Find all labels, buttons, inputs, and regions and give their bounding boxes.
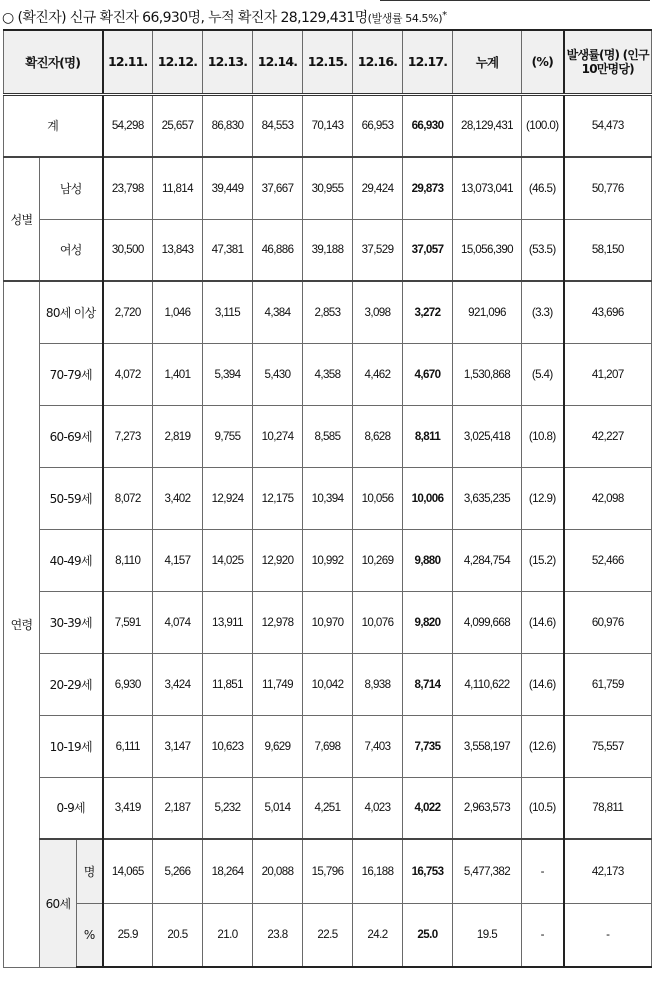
cell-value: 5,430 (253, 343, 303, 405)
cell-value: 24.2 (353, 903, 403, 967)
cell-value: 8,628 (353, 405, 403, 467)
cell-rate: - (564, 903, 652, 967)
header-date-1217: 12.17. (403, 30, 453, 94)
cell-percent: (12.9) (522, 467, 564, 529)
header-date-1216: 12.16. (353, 30, 403, 94)
cell-cumulative: 4,099,668 (453, 591, 522, 653)
group-label-sex: 성별 (4, 157, 40, 281)
cell-rate: 75,557 (564, 715, 652, 777)
cell-value: 8,938 (353, 653, 403, 715)
group-label-over60: 60세 (40, 839, 77, 967)
row-label: 70-79세 (40, 343, 103, 405)
cell-value: 20.5 (153, 903, 203, 967)
cell-value-latest: 8,811 (403, 405, 453, 467)
cell-value: 9,629 (253, 715, 303, 777)
cell-value: 46,886 (253, 219, 303, 281)
row-label: 80세 이상 (40, 281, 103, 343)
table-row-female (4, 219, 652, 281)
cell-value: 4,072 (103, 343, 153, 405)
cell-rate: 54,473 (564, 94, 652, 157)
cell-value: 9,755 (203, 405, 253, 467)
cell-value: 3,115 (203, 281, 253, 343)
cell-value: 4,074 (153, 591, 203, 653)
cell-value-latest: 16,753 (403, 839, 453, 903)
cell-value: 1,046 (153, 281, 203, 343)
cell-value: 10,623 (203, 715, 253, 777)
cell-value: 7,591 (103, 591, 153, 653)
cell-percent: (53.5) (522, 219, 564, 281)
row-label: 여성 (40, 219, 103, 281)
header-date-1215: 12.15. (303, 30, 353, 94)
cell-value: 10,992 (303, 529, 353, 591)
cell-percent: (46.5) (522, 157, 564, 219)
row-label: 50-59세 (40, 467, 103, 529)
cell-value: 12,175 (253, 467, 303, 529)
cell-percent: (100.0) (522, 94, 564, 157)
cell-value: 4,023 (353, 777, 403, 839)
cell-value: 23.8 (253, 903, 303, 967)
cell-value: 2,720 (103, 281, 153, 343)
cell-value: 7,403 (353, 715, 403, 777)
row-label: % (77, 903, 103, 967)
cell-cumulative: 1,530,868 (453, 343, 522, 405)
cell-value: 5,394 (203, 343, 253, 405)
cell-value: 10,274 (253, 405, 303, 467)
confirmed-cases-table (3, 29, 652, 968)
cell-rate: 58,150 (564, 219, 652, 281)
cell-cumulative: 3,558,197 (453, 715, 522, 777)
cell-cumulative: 4,284,754 (453, 529, 522, 591)
table-row-age-70s (4, 343, 652, 405)
cell-value: 2,819 (153, 405, 203, 467)
cell-value: 1,401 (153, 343, 203, 405)
cell-value-latest: 3,272 (403, 281, 453, 343)
cell-value: 39,449 (203, 157, 253, 219)
table-row-age-80plus (4, 281, 652, 343)
cell-cumulative: 5,477,382 (453, 839, 522, 903)
row-label: 0-9세 (40, 777, 103, 839)
cell-rate: 43,696 (564, 281, 652, 343)
table-row-over60-percent (4, 903, 652, 967)
cell-cumulative: 4,110,622 (453, 653, 522, 715)
header-incidence-rate: 발생률(명) (인구 10만명당) (564, 30, 652, 94)
cell-value-latest: 29,873 (403, 157, 453, 219)
cell-value: 13,911 (203, 591, 253, 653)
cell-value: 3,098 (353, 281, 403, 343)
cell-cumulative: 28,129,431 (453, 94, 522, 157)
cell-value: 8,072 (103, 467, 153, 529)
table-row-age-40s (4, 529, 652, 591)
cell-value: 13,843 (153, 219, 203, 281)
cell-value: 10,056 (353, 467, 403, 529)
header-category: 확진자(명) (4, 30, 103, 94)
cell-value: 4,157 (153, 529, 203, 591)
header-date-1212: 12.12. (153, 30, 203, 94)
cell-value: 14,065 (103, 839, 153, 903)
header-date-1213: 12.13. (203, 30, 253, 94)
cell-value: 3,424 (153, 653, 203, 715)
cell-value: 10,076 (353, 591, 403, 653)
cell-value: 4,358 (303, 343, 353, 405)
cell-rate: 61,759 (564, 653, 652, 715)
cell-value: 8,585 (303, 405, 353, 467)
cell-value: 20,088 (253, 839, 303, 903)
cell-value: 10,970 (303, 591, 353, 653)
cell-value: 6,111 (103, 715, 153, 777)
title-main: (확진자) 신규 확진자 66,930명, 누적 확진자 28,129,431명 (17, 10, 368, 26)
cell-value-latest: 8,714 (403, 653, 453, 715)
cell-value: 12,920 (253, 529, 303, 591)
table-row-age-10s (4, 715, 652, 777)
cell-value-latest: 4,670 (403, 343, 453, 405)
cell-cumulative: 2,963,573 (453, 777, 522, 839)
title-sub: (발생률 54.5%) (367, 12, 443, 25)
row-label: 남성 (40, 157, 103, 219)
cell-value: 8,110 (103, 529, 153, 591)
table-row-age-50s (4, 467, 652, 529)
cell-value: 18,264 (203, 839, 253, 903)
cell-value: 5,232 (203, 777, 253, 839)
cell-value: 86,830 (203, 94, 253, 157)
cell-value: 37,667 (253, 157, 303, 219)
cell-cumulative: 15,056,390 (453, 219, 522, 281)
cell-rate: 50,776 (564, 157, 652, 219)
cell-value: 29,424 (353, 157, 403, 219)
cell-value: 84,553 (253, 94, 303, 157)
cell-percent: (10.5) (522, 777, 564, 839)
cell-value: 10,042 (303, 653, 353, 715)
row-label: 계 (4, 94, 103, 157)
cell-value-latest: 4,022 (403, 777, 453, 839)
table-header-row (4, 30, 652, 94)
cell-rate: 41,207 (564, 343, 652, 405)
cell-value: 10,269 (353, 529, 403, 591)
header-date-1214: 12.14. (253, 30, 303, 94)
cell-value: 23,798 (103, 157, 153, 219)
row-label: 60-69세 (40, 405, 103, 467)
cell-percent: - (522, 903, 564, 967)
cell-value: 3,419 (103, 777, 153, 839)
cell-cumulative: 19.5 (453, 903, 522, 967)
row-label: 30-39세 (40, 591, 103, 653)
cell-value: 22.5 (303, 903, 353, 967)
cell-percent: (3.3) (522, 281, 564, 343)
cell-value-latest: 9,820 (403, 591, 453, 653)
cell-value: 30,500 (103, 219, 153, 281)
cell-value: 16,188 (353, 839, 403, 903)
header-cumulative: 누계 (453, 30, 522, 94)
row-label: 10-19세 (40, 715, 103, 777)
cell-value: 39,188 (303, 219, 353, 281)
group-label-age: 연령 (4, 281, 40, 967)
top-rule (380, 0, 650, 1)
table-row-over60-count (4, 839, 652, 903)
cell-value: 54,298 (103, 94, 153, 157)
cell-value-latest: 25.0 (403, 903, 453, 967)
cell-value: 47,381 (203, 219, 253, 281)
cell-value: 5,266 (153, 839, 203, 903)
cell-cumulative: 921,096 (453, 281, 522, 343)
cell-rate: 52,466 (564, 529, 652, 591)
cell-value: 37,529 (353, 219, 403, 281)
cell-percent: (14.6) (522, 591, 564, 653)
cell-rate: 60,976 (564, 591, 652, 653)
cell-cumulative: 3,025,418 (453, 405, 522, 467)
cell-value: 4,462 (353, 343, 403, 405)
cell-cumulative: 3,635,235 (453, 467, 522, 529)
cell-value: 7,273 (103, 405, 153, 467)
cell-value: 2,187 (153, 777, 203, 839)
cell-value: 15,796 (303, 839, 353, 903)
cell-value-latest: 37,057 (403, 219, 453, 281)
cell-value: 4,251 (303, 777, 353, 839)
cell-value: 11,851 (203, 653, 253, 715)
row-label: 40-49세 (40, 529, 103, 591)
cell-value-latest: 66,930 (403, 94, 453, 157)
cell-value: 25.9 (103, 903, 153, 967)
cell-value: 11,814 (153, 157, 203, 219)
cell-rate: 78,811 (564, 777, 652, 839)
cell-value: 11,749 (253, 653, 303, 715)
page-title (2, 4, 447, 28)
cell-value: 21.0 (203, 903, 253, 967)
cell-cumulative: 13,073,041 (453, 157, 522, 219)
cell-value: 30,955 (303, 157, 353, 219)
cell-value-latest: 7,735 (403, 715, 453, 777)
table-row-age-0to9 (4, 777, 652, 839)
cell-value: 70,143 (303, 94, 353, 157)
cell-value: 7,698 (303, 715, 353, 777)
table-row-age-20s (4, 653, 652, 715)
cell-value-latest: 9,880 (403, 529, 453, 591)
cell-value: 6,930 (103, 653, 153, 715)
title-footnote-mark: * (442, 10, 447, 21)
cell-value: 3,402 (153, 467, 203, 529)
cell-value: 12,924 (203, 467, 253, 529)
header-date-1211: 12.11. (103, 30, 153, 94)
cell-percent: (12.6) (522, 715, 564, 777)
cell-percent: (15.2) (522, 529, 564, 591)
table-row-age-60s (4, 405, 652, 467)
cell-rate: 42,227 (564, 405, 652, 467)
cell-value: 14,025 (203, 529, 253, 591)
cell-value: 5,014 (253, 777, 303, 839)
cell-value-latest: 10,006 (403, 467, 453, 529)
cell-percent: (10.8) (522, 405, 564, 467)
row-label: 명 (77, 839, 103, 903)
cell-rate: 42,173 (564, 839, 652, 903)
cell-value: 4,384 (253, 281, 303, 343)
bullet-circle-icon: ○ (2, 10, 14, 26)
cell-value: 2,853 (303, 281, 353, 343)
table-row-total (4, 94, 652, 157)
cell-value: 3,147 (153, 715, 203, 777)
cell-rate: 42,098 (564, 467, 652, 529)
cell-percent: - (522, 839, 564, 903)
cell-value: 66,953 (353, 94, 403, 157)
table-row-age-30s (4, 591, 652, 653)
cell-percent: (14.6) (522, 653, 564, 715)
header-percent: (%) (522, 30, 564, 94)
cell-value: 25,657 (153, 94, 203, 157)
cell-value: 12,978 (253, 591, 303, 653)
cell-value: 10,394 (303, 467, 353, 529)
row-label: 20-29세 (40, 653, 103, 715)
table-row-male (4, 157, 652, 219)
cell-percent: (5.4) (522, 343, 564, 405)
